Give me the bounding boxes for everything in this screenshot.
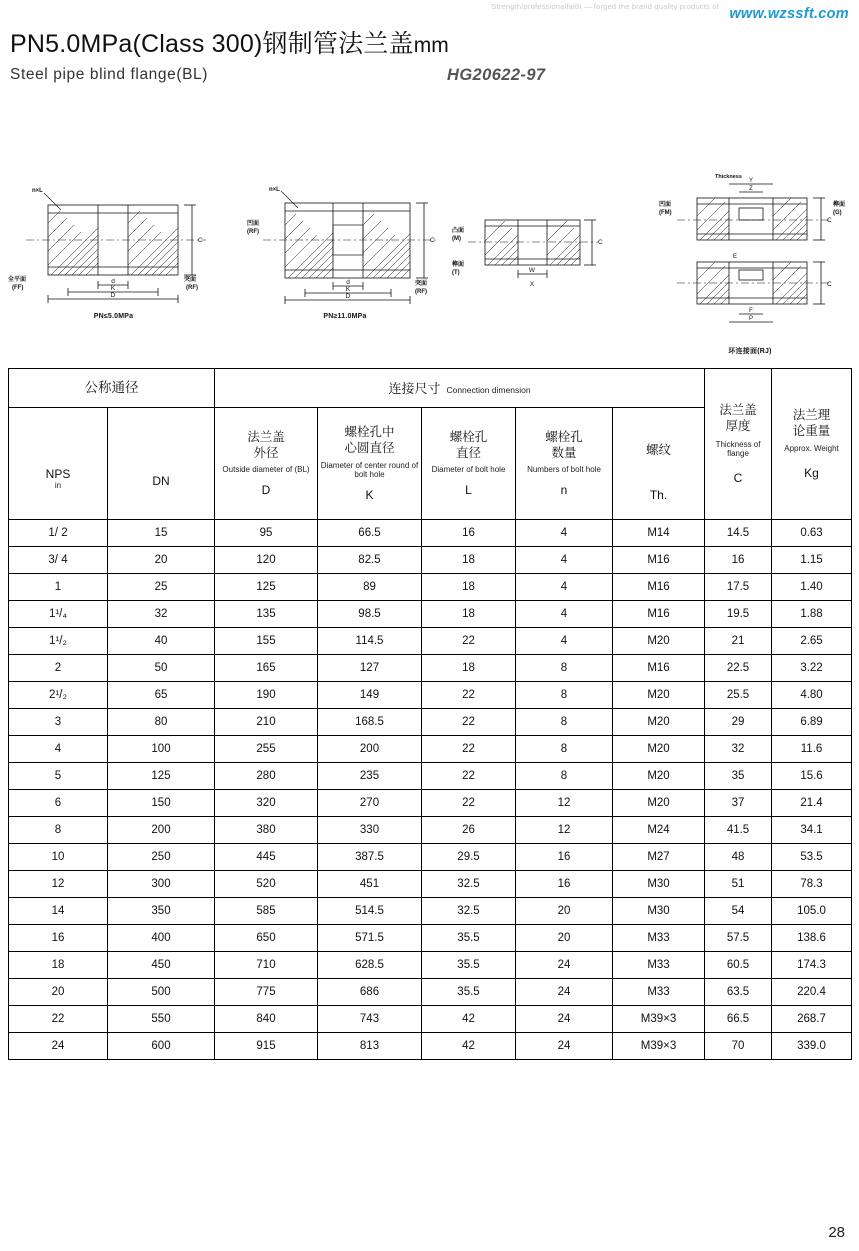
header-dn: DN <box>108 408 215 520</box>
cell-n: 4 <box>516 628 613 655</box>
cell-l: 42 <box>422 1006 516 1033</box>
cell-th: M16 <box>613 655 705 682</box>
table-row <box>9 628 852 655</box>
cell-c: 41.5 <box>705 817 772 844</box>
svg-text:C: C <box>198 237 203 244</box>
cell-nps: 20 <box>9 979 108 1006</box>
standard-code: HG20622-97 <box>447 66 546 84</box>
header-thread: 螺纹 Th. <box>613 408 705 520</box>
cell-kg: 21.4 <box>772 790 852 817</box>
svg-text:d: d <box>346 279 350 286</box>
svg-text:凸面: 凸面 <box>452 228 465 234</box>
cell-n: 8 <box>516 763 613 790</box>
cell-c: 54 <box>705 898 772 925</box>
table-row <box>9 601 852 628</box>
cell-dn: 80 <box>108 709 215 736</box>
cell-l: 22 <box>422 682 516 709</box>
svg-text:(RF): (RF) <box>415 289 427 295</box>
header-weight: 法兰理 论重量 Approx. Weight Kg <box>772 369 852 520</box>
cell-th: M14 <box>613 520 705 547</box>
cell-dn: 350 <box>108 898 215 925</box>
cell-n: 16 <box>516 871 613 898</box>
cell-kg: 0.63 <box>772 520 852 547</box>
svg-text:榫面: 榫面 <box>833 202 846 208</box>
flange-pn-le-5-svg <box>6 185 221 310</box>
cell-k: 149 <box>318 682 422 709</box>
svg-text:全平面: 全平面 <box>8 277 27 283</box>
svg-text:n×L: n×L <box>269 187 280 193</box>
cell-n: 24 <box>516 952 613 979</box>
drawing-flange-pn-ge-11 <box>245 185 445 320</box>
svg-text:X: X <box>529 281 535 288</box>
cell-l: 35.5 <box>422 952 516 979</box>
header-thickness: 法兰盖 厚度 Thickness of flange C <box>705 369 772 520</box>
cell-dn: 300 <box>108 871 215 898</box>
cell-th: M39×3 <box>613 1006 705 1033</box>
cell-dn: 250 <box>108 844 215 871</box>
cell-k: 628.5 <box>318 952 422 979</box>
cell-kg: 1.88 <box>772 601 852 628</box>
svg-text:C: C <box>430 237 435 244</box>
table-row <box>9 682 852 709</box>
table-row <box>9 817 852 844</box>
svg-text:(RF): (RF) <box>247 229 259 235</box>
table-row <box>9 574 852 601</box>
cell-c: 48 <box>705 844 772 871</box>
header-bolt-hole-number: 螺栓孔 数量 Numbers of bolt hole n <box>516 408 613 520</box>
table-row <box>9 952 852 979</box>
table-row <box>9 736 852 763</box>
cell-th: M33 <box>613 979 705 1006</box>
cell-nps: 14 <box>9 898 108 925</box>
cell-l: 16 <box>422 520 516 547</box>
cell-l: 22 <box>422 790 516 817</box>
cell-th: M20 <box>613 790 705 817</box>
cell-l: 18 <box>422 547 516 574</box>
cell-k: 387.5 <box>318 844 422 871</box>
cell-n: 20 <box>516 898 613 925</box>
cell-kg: 34.1 <box>772 817 852 844</box>
cell-kg: 220.4 <box>772 979 852 1006</box>
cell-dn: 200 <box>108 817 215 844</box>
drawing-2-caption: PN≥11.0MPa <box>323 313 367 320</box>
cell-k: 127 <box>318 655 422 682</box>
flange-pn-ge-11-svg <box>245 185 445 310</box>
subtitle-row <box>10 66 849 88</box>
cell-l: 29.5 <box>422 844 516 871</box>
cell-n: 24 <box>516 979 613 1006</box>
cell-nps: 16 <box>9 925 108 952</box>
cell-nps: 12 <box>9 871 108 898</box>
cell-th: M33 <box>613 952 705 979</box>
table-body <box>9 520 852 1060</box>
cell-l: 35.5 <box>422 925 516 952</box>
cell-dn: 600 <box>108 1033 215 1060</box>
cell-nps: 10 <box>9 844 108 871</box>
cell-kg: 6.89 <box>772 709 852 736</box>
cell-l: 32.5 <box>422 871 516 898</box>
cell-c: 29 <box>705 709 772 736</box>
cell-kg: 78.3 <box>772 871 852 898</box>
cell-th: M16 <box>613 547 705 574</box>
cell-l: 22 <box>422 763 516 790</box>
cell-n: 8 <box>516 655 613 682</box>
cell-nps: 1 <box>9 574 108 601</box>
svg-text:P: P <box>748 316 754 322</box>
svg-text:d: d <box>111 278 115 285</box>
cell-n: 4 <box>516 520 613 547</box>
cell-nps: 3/ 4 <box>9 547 108 574</box>
svg-text:(M): (M) <box>452 236 461 242</box>
cell-n: 24 <box>516 1033 613 1060</box>
cell-kg: 2.65 <box>772 628 852 655</box>
cell-k: 200 <box>318 736 422 763</box>
svg-text:凹面: 凹面 <box>659 202 672 208</box>
table-row <box>9 547 852 574</box>
cell-th: M30 <box>613 871 705 898</box>
cell-dn: 50 <box>108 655 215 682</box>
cell-d_out: 165 <box>215 655 318 682</box>
table-row <box>9 655 852 682</box>
svg-text:凹面: 凹面 <box>247 221 260 227</box>
cell-dn: 40 <box>108 628 215 655</box>
table-row <box>9 871 852 898</box>
drawing-1-caption: PN≤5.0MPa <box>93 313 134 320</box>
cell-c: 35 <box>705 763 772 790</box>
flange-face-m-t-svg <box>450 210 615 300</box>
cell-kg: 4.80 <box>772 682 852 709</box>
cell-th: M16 <box>613 601 705 628</box>
table-row <box>9 925 852 952</box>
cell-l: 32.5 <box>422 898 516 925</box>
cell-d_out: 125 <box>215 574 318 601</box>
header-nominal-diameter: 公称通径 <box>9 369 215 408</box>
cell-l: 18 <box>422 655 516 682</box>
cell-th: M24 <box>613 817 705 844</box>
cell-n: 8 <box>516 709 613 736</box>
svg-text:突面: 突面 <box>184 277 197 283</box>
cell-kg: 1.15 <box>772 547 852 574</box>
cell-k: 168.5 <box>318 709 422 736</box>
cell-k: 514.5 <box>318 898 422 925</box>
cell-k: 686 <box>318 979 422 1006</box>
cell-k: 571.5 <box>318 925 422 952</box>
cell-d_out: 710 <box>215 952 318 979</box>
cell-kg: 15.6 <box>772 763 852 790</box>
cell-d_out: 155 <box>215 628 318 655</box>
drawing-flange-rj-fm-g <box>655 170 855 355</box>
cell-dn: 550 <box>108 1006 215 1033</box>
cell-kg: 339.0 <box>772 1033 852 1060</box>
cell-d_out: 520 <box>215 871 318 898</box>
header-nps: NPS in <box>9 408 108 520</box>
cell-kg: 1.40 <box>772 574 852 601</box>
cell-nps: 8 <box>9 817 108 844</box>
svg-text:(G): (G) <box>833 210 842 216</box>
table-row <box>9 844 852 871</box>
top-banner <box>0 0 859 22</box>
cell-l: 18 <box>422 574 516 601</box>
cell-n: 8 <box>516 736 613 763</box>
cell-kg: 105.0 <box>772 898 852 925</box>
cell-k: 89 <box>318 574 422 601</box>
svg-text:(FM): (FM) <box>659 210 672 216</box>
cell-th: M20 <box>613 682 705 709</box>
cell-c: 19.5 <box>705 601 772 628</box>
svg-text:突面: 突面 <box>415 281 428 287</box>
drawing-flange-pn-le-5 <box>6 185 221 320</box>
cell-k: 743 <box>318 1006 422 1033</box>
svg-text:Z: Z <box>749 186 753 192</box>
cell-d_out: 255 <box>215 736 318 763</box>
cell-d_out: 135 <box>215 601 318 628</box>
cell-th: M20 <box>613 628 705 655</box>
cell-n: 8 <box>516 682 613 709</box>
cell-dn: 100 <box>108 736 215 763</box>
table-row <box>9 979 852 1006</box>
svg-text:榫面: 榫面 <box>452 262 465 268</box>
cell-nps: 4 <box>9 736 108 763</box>
spec-table-wrapper <box>8 368 851 1060</box>
cell-l: 42 <box>422 1033 516 1060</box>
cell-nps: 3 <box>9 709 108 736</box>
svg-text:E: E <box>733 254 738 260</box>
cell-c: 51 <box>705 871 772 898</box>
cell-l: 26 <box>422 817 516 844</box>
company-tagline: Strength/professionalfaith — forged the brand quality products of <box>491 2 719 11</box>
cell-nps: 1¹/₂ <box>9 628 108 655</box>
svg-text:C: C <box>827 217 832 224</box>
table-row <box>9 790 852 817</box>
cell-th: M30 <box>613 898 705 925</box>
table-header <box>9 369 852 520</box>
cell-nps: 5 <box>9 763 108 790</box>
cell-kg: 268.7 <box>772 1006 852 1033</box>
header-connection-dimension: 连接尺寸 Connection dimension <box>215 369 705 408</box>
cell-k: 82.5 <box>318 547 422 574</box>
cell-n: 20 <box>516 925 613 952</box>
cell-c: 25.5 <box>705 682 772 709</box>
company-website: www.wzssft.com <box>729 6 849 22</box>
cell-nps: 2 <box>9 655 108 682</box>
cell-th: M39×3 <box>613 1033 705 1060</box>
cell-d_out: 585 <box>215 898 318 925</box>
cell-n: 12 <box>516 817 613 844</box>
cell-c: 37 <box>705 790 772 817</box>
cell-dn: 450 <box>108 952 215 979</box>
cell-th: M33 <box>613 925 705 952</box>
table-header-group-row <box>9 369 852 408</box>
cell-nps: 1/ 2 <box>9 520 108 547</box>
drawing-4-caption: 环连接面(RJ) <box>728 348 772 355</box>
svg-text:D: D <box>110 292 116 299</box>
page-subtitle-en: Steel pipe blind flange(BL) <box>10 66 209 83</box>
cell-c: 17.5 <box>705 574 772 601</box>
table-row <box>9 1006 852 1033</box>
page-title-unit: mm <box>413 34 449 57</box>
cell-n: 12 <box>516 790 613 817</box>
table-row <box>9 763 852 790</box>
svg-text:D: D <box>345 293 351 300</box>
cell-th: M27 <box>613 844 705 871</box>
cell-nps: 22 <box>9 1006 108 1033</box>
cell-d_out: 320 <box>215 790 318 817</box>
cell-dn: 500 <box>108 979 215 1006</box>
cell-dn: 150 <box>108 790 215 817</box>
svg-text:K: K <box>345 286 351 293</box>
flange-spec-table <box>8 368 852 1060</box>
cell-d_out: 915 <box>215 1033 318 1060</box>
cell-d_out: 120 <box>215 547 318 574</box>
cell-nps: 2¹/₂ <box>9 682 108 709</box>
cell-dn: 125 <box>108 763 215 790</box>
cell-d_out: 445 <box>215 844 318 871</box>
cell-nps: 18 <box>9 952 108 979</box>
cell-n: 24 <box>516 1006 613 1033</box>
svg-text:(T): (T) <box>452 270 460 276</box>
svg-text:W: W <box>528 267 536 274</box>
cell-th: M20 <box>613 736 705 763</box>
cell-d_out: 380 <box>215 817 318 844</box>
cell-c: 63.5 <box>705 979 772 1006</box>
cell-k: 235 <box>318 763 422 790</box>
cell-nps: 1¹/₄ <box>9 601 108 628</box>
cell-kg: 53.5 <box>772 844 852 871</box>
cell-dn: 65 <box>108 682 215 709</box>
cell-l: 22 <box>422 628 516 655</box>
table-row <box>9 709 852 736</box>
cell-d_out: 840 <box>215 1006 318 1033</box>
cell-c: 60.5 <box>705 952 772 979</box>
cell-dn: 25 <box>108 574 215 601</box>
cell-kg: 138.6 <box>772 925 852 952</box>
svg-text:(RF): (RF) <box>186 285 198 291</box>
cell-d_out: 210 <box>215 709 318 736</box>
cell-c: 57.5 <box>705 925 772 952</box>
cell-c: 32 <box>705 736 772 763</box>
cell-c: 70 <box>705 1033 772 1060</box>
svg-text:Thickness: Thickness <box>715 174 742 180</box>
cell-n: 4 <box>516 601 613 628</box>
cell-nps: 6 <box>9 790 108 817</box>
cell-k: 270 <box>318 790 422 817</box>
table-row <box>9 1033 852 1060</box>
svg-text:C: C <box>598 239 603 246</box>
cell-n: 16 <box>516 844 613 871</box>
cell-nps: 24 <box>9 1033 108 1060</box>
cell-dn: 20 <box>108 547 215 574</box>
page-title <box>10 24 849 60</box>
cell-d_out: 650 <box>215 925 318 952</box>
cell-dn: 15 <box>108 520 215 547</box>
cell-l: 22 <box>422 709 516 736</box>
cell-kg: 174.3 <box>772 952 852 979</box>
page-title-cn: PN5.0MPa(Class 300)钢制管法兰盖 <box>10 30 414 58</box>
cell-th: M16 <box>613 574 705 601</box>
header-bolt-circle-diameter: 螺栓孔中 心圆直径 Diameter of center round of bolt hole K <box>318 408 422 520</box>
svg-text:K: K <box>110 285 116 292</box>
cell-c: 22.5 <box>705 655 772 682</box>
title-block <box>10 24 849 88</box>
flange-rj-fm-g-svg <box>655 170 855 345</box>
svg-text:n×L: n×L <box>32 188 43 194</box>
svg-text:(FF): (FF) <box>12 285 24 291</box>
cell-k: 114.5 <box>318 628 422 655</box>
cell-kg: 11.6 <box>772 736 852 763</box>
cell-d_out: 280 <box>215 763 318 790</box>
cell-n: 4 <box>516 574 613 601</box>
page-number: 28 <box>828 1224 845 1241</box>
cell-l: 22 <box>422 736 516 763</box>
cell-th: M20 <box>613 763 705 790</box>
cell-dn: 400 <box>108 925 215 952</box>
cell-kg: 3.22 <box>772 655 852 682</box>
cell-n: 4 <box>516 547 613 574</box>
cell-c: 14.5 <box>705 520 772 547</box>
cell-d_out: 190 <box>215 682 318 709</box>
table-row <box>9 898 852 925</box>
drawing-flange-face-m-t <box>450 210 615 300</box>
cell-d_out: 95 <box>215 520 318 547</box>
cell-k: 66.5 <box>318 520 422 547</box>
cell-c: 66.5 <box>705 1006 772 1033</box>
cell-th: M20 <box>613 709 705 736</box>
technical-drawings <box>0 150 859 355</box>
svg-text:Y: Y <box>748 178 754 184</box>
header-outside-diameter: 法兰盖 外径 Outside diameter of (BL) D <box>215 408 318 520</box>
cell-dn: 32 <box>108 601 215 628</box>
header-bolt-hole-diameter: 螺栓孔 直径 Diameter of bolt hole L <box>422 408 516 520</box>
svg-text:C: C <box>827 281 832 288</box>
cell-d_out: 775 <box>215 979 318 1006</box>
cell-l: 18 <box>422 601 516 628</box>
cell-k: 451 <box>318 871 422 898</box>
cell-k: 98.5 <box>318 601 422 628</box>
cell-k: 330 <box>318 817 422 844</box>
cell-c: 16 <box>705 547 772 574</box>
cell-k: 813 <box>318 1033 422 1060</box>
svg-text:F: F <box>749 308 753 314</box>
cell-l: 35.5 <box>422 979 516 1006</box>
table-row <box>9 520 852 547</box>
cell-c: 21 <box>705 628 772 655</box>
